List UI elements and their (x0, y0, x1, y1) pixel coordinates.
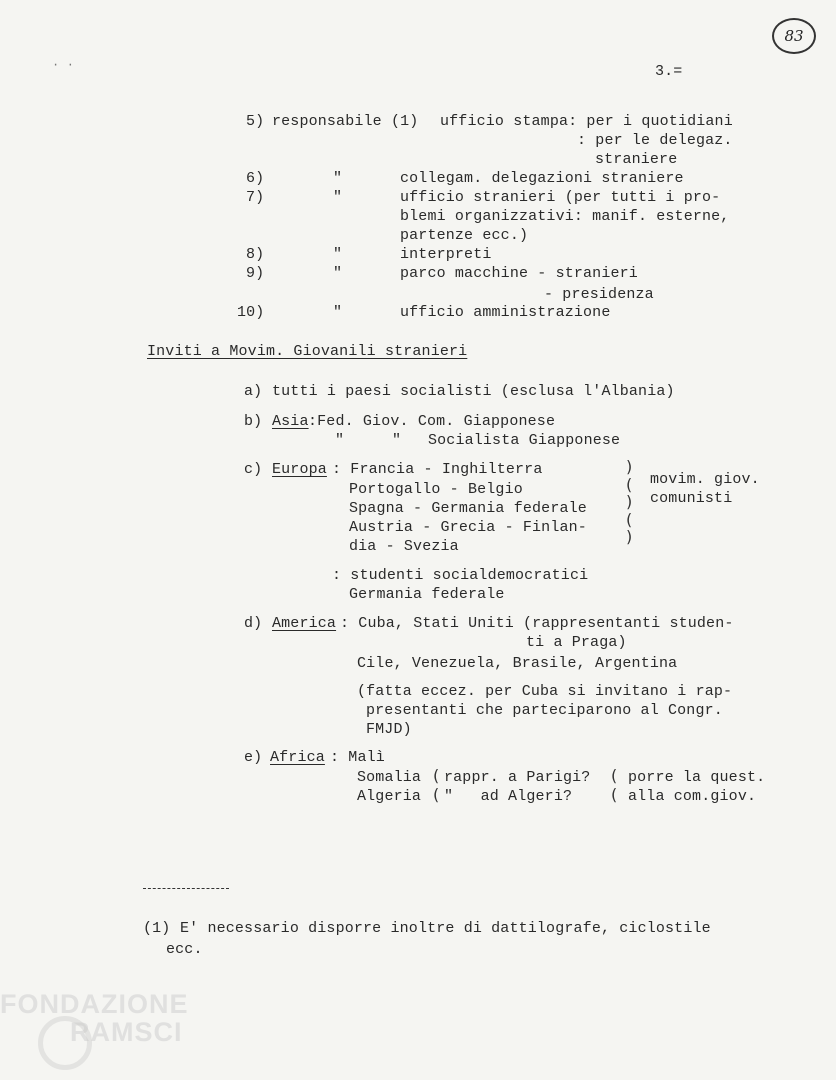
resp-text: straniere (595, 151, 678, 168)
invite-text: :Fed. Giov. Com. Giapponese (308, 413, 556, 430)
resp-ditto: " (333, 304, 343, 321)
country-line: Spagna - Germania federale (349, 500, 587, 517)
left-brace: ( ( (433, 766, 440, 804)
region-asia: Asia (272, 413, 309, 430)
resp-text: - presidenza (544, 286, 654, 303)
country-line: Germania federale (349, 586, 505, 603)
invite-text: tutti i paesi socialisti (esclusa l'Albania) (272, 383, 675, 400)
footnote-text: ecc. (166, 941, 203, 958)
resp-text: ufficio stranieri (per tutti i pro- (400, 189, 721, 206)
resp-text: collegam. delegazioni straniere (400, 170, 684, 187)
country-line: : Malì (330, 749, 385, 766)
resp-ditto: " (333, 265, 343, 282)
resp-text: blemi organizzativi: manif. esterne, (400, 208, 730, 225)
page-number: 3.= (655, 63, 683, 80)
invite-letter: e) (244, 749, 263, 766)
margin-marks: · · (52, 58, 75, 72)
ditto-mark: " (335, 432, 345, 449)
country-line: : studenti socialdemocratici (332, 567, 589, 584)
invite-note: " ad Algeri? (444, 788, 573, 805)
watermark-line: RAMSCI (70, 1017, 183, 1047)
invite-letter: a) (244, 383, 263, 400)
resp-text: ufficio stampa: per i quotidiani (440, 113, 733, 130)
resp-num: 10) (237, 304, 265, 321)
archive-stamp-number: 83 (784, 27, 804, 45)
ditto-mark: " (392, 432, 402, 449)
invite-letter: d) (244, 615, 263, 632)
brace-note: comunisti (650, 490, 733, 507)
region-america: America (272, 615, 337, 632)
resp-text: parco macchine - stranieri (400, 265, 638, 282)
resp-ditto: " (333, 170, 343, 187)
region-europa: Europa (272, 461, 327, 478)
left-brace: ( ( (611, 766, 618, 804)
resp-ditto: " (333, 246, 343, 263)
country-line: : Cuba, Stati Uniti (rappresentanti studen- (340, 615, 734, 632)
archive-stamp (772, 18, 816, 54)
country-line: Portogallo - Belgio (349, 481, 523, 498)
resp-num: 5) (246, 113, 265, 130)
resp-text: interpreti (400, 246, 492, 263)
country-line: dia - Svezia (349, 538, 459, 555)
invite-note: rappr. a Parigi? (444, 769, 591, 786)
footnote-divider (143, 888, 229, 889)
watermark-line: FONDAZIONE (0, 989, 189, 1019)
invite-note: FMJD) (366, 721, 412, 738)
country-line: Cile, Venezuela, Brasile, Argentina (357, 655, 678, 672)
resp-num: 9) (246, 265, 265, 282)
right-brace: ) ( ) ( ) (626, 457, 633, 546)
section-title: Inviti a Movim. Giovanili stranieri (147, 343, 468, 360)
invite-note: alla com.giov. (628, 788, 757, 805)
country-line: ti a Praga) (526, 634, 627, 651)
country-line: Somalia (357, 769, 422, 786)
footnote-marker: (1) (143, 920, 171, 937)
invite-note: (fatta eccez. per Cuba si invitano i rap- (357, 683, 733, 700)
resp-text: partenze ecc.) (400, 227, 529, 244)
resp-text: ufficio amministrazione (400, 304, 611, 321)
region-africa: Africa (270, 749, 325, 766)
country-line: Algeria (357, 788, 422, 805)
brace-note: movim. giov. (650, 471, 760, 488)
country-line: Austria - Grecia - Finlan- (349, 519, 587, 536)
country-line: : Francia - Inghilterra (332, 461, 543, 478)
resp-role: responsabile (1) (272, 113, 419, 130)
resp-text: : per le delegaz. (577, 132, 733, 149)
invite-text: Socialista Giapponese (428, 432, 621, 449)
invite-note: presentanti che parteciparono al Congr. (366, 702, 723, 719)
resp-num: 8) (246, 246, 265, 263)
invite-letter: b) (244, 413, 263, 430)
watermark (0, 990, 189, 1046)
resp-num: 7) (246, 189, 265, 206)
resp-ditto: " (333, 189, 343, 206)
invite-note: porre la quest. (628, 769, 766, 786)
footnote-text: E' necessario disporre inoltre di dattilografe, ciclostile (180, 920, 711, 937)
invite-letter: c) (244, 461, 263, 478)
resp-num: 6) (246, 170, 265, 187)
